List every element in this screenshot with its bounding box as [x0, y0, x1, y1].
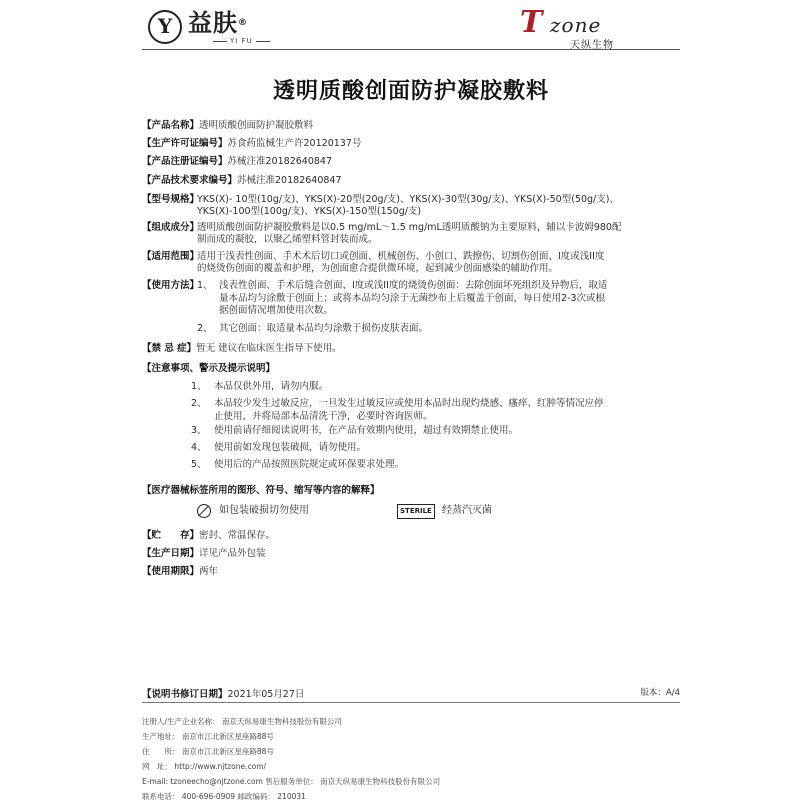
note-item-4: 4、 使用前如发现包装破损，请勿使用。	[191, 442, 367, 453]
field-storage: 【贮 存】密封、常温保存。	[142, 530, 276, 541]
tzone-logo	[520, 6, 680, 52]
registrant-line: 注册人/生产企业名称： 南京天纵易康生物科技股份有限公司	[142, 717, 342, 726]
field-production-date: 【生产日期】详见产品外包装	[142, 548, 266, 559]
yifu-brand-name: 益肤®	[188, 9, 248, 37]
note-item-2: 2、 本品较少发生过敏反应，一旦发生过敏反应或使用本品时出现灼烧感、瘙痒、红肿等情况应停 止使用，并将局部本品清洗干净，必要时咨询医师。	[191, 398, 604, 422]
revision-row: 【说明书修订日期】2021年05月27日 版本：A/4	[142, 688, 680, 700]
symbol-legend	[197, 504, 657, 520]
tzone-logo-mark: T	[520, 5, 543, 40]
note-item-3: 3、 使用前请仔细阅读说明书，在产品有效期内使用，超过有效期禁止使用。	[191, 425, 519, 436]
damaged-package-text: 如包装破损切勿使用	[219, 505, 309, 516]
field-usage: 【使用方法】 1、 浅表性创面、手术后缝合创面、I度或浅II度的烧烫伤创面：去除创面坏死组织及异物后，取适 量本品均匀涂敷于创面上；或将本品均匀涂于无菌纱布上后覆盖于创面，每日使用2-3次或根 据创面情况增加使用次数。 2、 其它创面：取适量本品均匀涂敷于损伤皮肤表面。	[142, 280, 680, 340]
note-item-5: 5、 使用后的产品按照医院规定或环保要求处理。	[191, 459, 405, 470]
sterile-steam-text: 经蒸汽灭菌	[442, 505, 492, 516]
field-scope: 【适用范围】 适用于浅表性创面、手术术后切口或创面、机械创伤、小创口、跌擦伤、切割伤创面、I度或浅II度 的烧烫伤创面的覆盖和护理，为创面愈合提供微环境，起到减少创面感染的辅助作用。	[142, 251, 605, 274]
field-shelf-life: 【使用期限】两年	[142, 566, 219, 577]
address-line: 生产地址： 南京市江北新区星座路88号	[142, 732, 274, 741]
residence-line: 住 所： 南京市江北新区星座路88号	[142, 747, 274, 756]
website-line: 网 址： http://www.njtzone.com/	[142, 762, 267, 771]
sterile-steam-icon: STERILE	[397, 504, 435, 519]
usage-item-2: 2、 其它创面：取适量本品均匀涂敷于损伤皮肤表面。	[197, 323, 429, 334]
field-symbols-heading: 【医疗器械标签所用的图形、符号、缩写等内容的解释】	[142, 485, 380, 496]
field-license: 【生产许可证编号】苏食药监械生产许20120137号	[142, 138, 362, 149]
field-product-name: 【产品名称】透明质酸创面防护凝胶敷料	[142, 120, 314, 131]
field-notes-heading: 【注意事项、警示及提示说明】	[142, 363, 276, 374]
version-label: 版本：A/4	[640, 688, 680, 698]
tzone-logo-subtitle: 天纵生物	[570, 40, 614, 51]
yifu-logo-mark: Y	[148, 10, 182, 44]
email-service-line: E-mail: tzoneecho@njtzone.com 售后服务单位： 南京天纵易康生物科技股份有限公司	[142, 777, 441, 786]
damaged-package-icon	[197, 504, 211, 518]
field-tech-requirement: 【产品技术要求编号】苏械注准20182640847	[142, 175, 342, 186]
field-contraindication: 【禁 忌 症】暂无 建议在临床医生指导下使用。	[142, 343, 342, 354]
usage-item-1: 1、 浅表性创面、手术后缝合创面、I度或浅II度的烧烫伤创面：去除创面坏死组织及异物后，取适 量本品均匀涂敷于创面上；或将本品均匀涂于无菌纱布上后覆盖于创面，每日使用2-3次或根 据创面情况增加使用次数。	[197, 280, 608, 316]
phone-zip-line: 联系电话： 400-696-0909 邮政编码： 210031	[142, 792, 306, 801]
document-title: 透明质酸创面防护凝胶敷料	[272, 79, 549, 104]
field-composition: 【组成成分】 透明质酸创面防护凝胶敷料是以0.5 mg/mL～1.5 mg/mL透明质酸钠为主要原料，辅以卡波姆980配 制而成的凝胶，以聚乙烯塑料管封装而成。	[142, 222, 622, 245]
tzone-logo-text: zone	[550, 13, 602, 37]
yifu-pinyin: YI FU	[210, 37, 273, 45]
field-models: 【型号规格】 YKS(X)- 10型(10g/支)、YKS(X)-20型(20g/支)、YKS(X)-30型(30g/支)、YKS(X)-50型(50g/支)、 YKS(X)-100型(100g/支)、YKS(X)-150型(150g/支)	[142, 194, 619, 217]
yifu-logo	[148, 8, 278, 48]
footer-divider	[142, 702, 680, 703]
field-registration: 【产品注册证编号】苏械注准20182640847	[142, 156, 333, 167]
header-divider	[142, 49, 680, 50]
note-item-1: 1、 本品仅供外用，请勿内服。	[191, 381, 329, 392]
